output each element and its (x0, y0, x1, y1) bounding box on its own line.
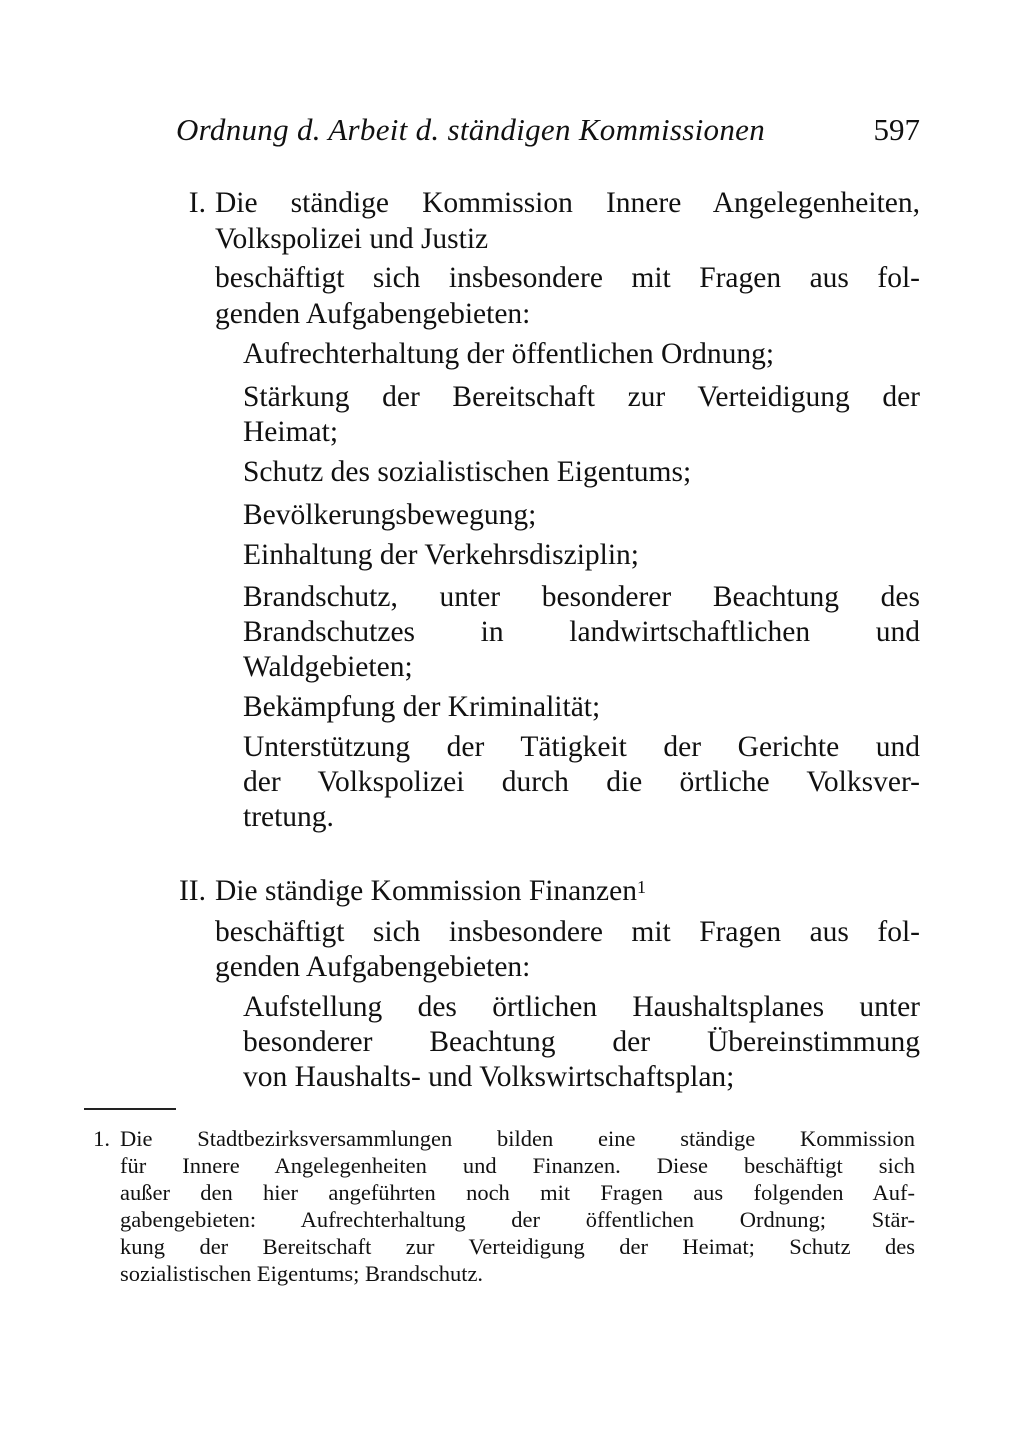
section-1-title-line: Die ständige Kommission Innere Angelegenheiten, (215, 187, 920, 219)
section-2-numeral: II. (178, 875, 206, 907)
list-item: Brandschutzes in landwirtschaftlichen und (243, 616, 920, 648)
list-item: Aufstellung des örtlichen Haushaltsplanes unter (243, 991, 920, 1023)
list-item: Einhaltung der Verkehrsdisziplin; (243, 539, 639, 571)
list-item: von Haushalts- und Volkswirtschaftsplan; (243, 1061, 735, 1093)
running-title: Ordnung d. Arbeit d. ständigen Kommissionen (176, 112, 765, 147)
section-1-numeral: I. (188, 187, 206, 219)
footnote-line: außer den hier angeführten noch mit Fragen aus folgenden Auf- (120, 1180, 915, 1205)
section-2-intro-line: beschäftigt sich insbesondere mit Fragen aus fol- (215, 916, 920, 948)
section-1-intro-line: beschäftigt sich insbesondere mit Fragen aus fol- (215, 262, 920, 294)
footnote-reference: 1 (636, 877, 646, 897)
list-item: Aufrechterhaltung der öffentlichen Ordnung; (243, 338, 775, 370)
footnote-line: gabengebieten: Aufrechterhaltung der öffentlichen Ordnung; Stär- (120, 1207, 915, 1232)
footnote-line: für Innere Angelegenheiten und Finanzen. Diese beschäftigt sich (120, 1153, 915, 1178)
footnote-line: kung der Bereitschaft zur Verteidigung der Heimat; Schutz des (120, 1234, 915, 1259)
list-item: Heimat; (243, 416, 339, 448)
list-item: besonderer Beachtung der Übereinstimmung (243, 1026, 920, 1058)
running-header (176, 112, 920, 156)
section-2-intro-line: genden Aufgabengebieten: (215, 951, 531, 983)
list-item: Unterstützung der Tätigkeit der Gerichte und (243, 731, 920, 763)
footnote-line: Die Stadtbezirksversammlungen bilden eine ständige Kommission (120, 1126, 915, 1151)
section-1-title-line: Volkspolizei und Justiz (215, 223, 489, 255)
section-1-intro-line: genden Aufgabengebieten: (215, 298, 531, 330)
list-item: Bekämpfung der Kriminalität; (243, 691, 601, 723)
section-2-title (215, 874, 646, 909)
list-item: Brandschutz, unter besonderer Beachtung des (243, 581, 920, 613)
list-item: der Volkspolizei durch die örtliche Volksver- (243, 766, 920, 798)
section-2-title-text: Die ständige Kommission Finanzen (215, 875, 637, 907)
list-item: Stärkung der Bereitschaft zur Verteidigung der (243, 381, 920, 413)
list-item: Waldgebieten; (243, 651, 413, 683)
footnote-number: 1. (93, 1126, 110, 1151)
list-item: Schutz des sozialistischen Eigentums; (243, 456, 692, 488)
page-number: 597 (873, 112, 920, 147)
list-item: Bevölkerungsbewegung; (243, 499, 537, 531)
list-item: tretung. (243, 801, 334, 833)
footnote-separator (84, 1108, 176, 1110)
footnote-line: sozialistischen Eigentums; Brandschutz. (120, 1261, 484, 1286)
